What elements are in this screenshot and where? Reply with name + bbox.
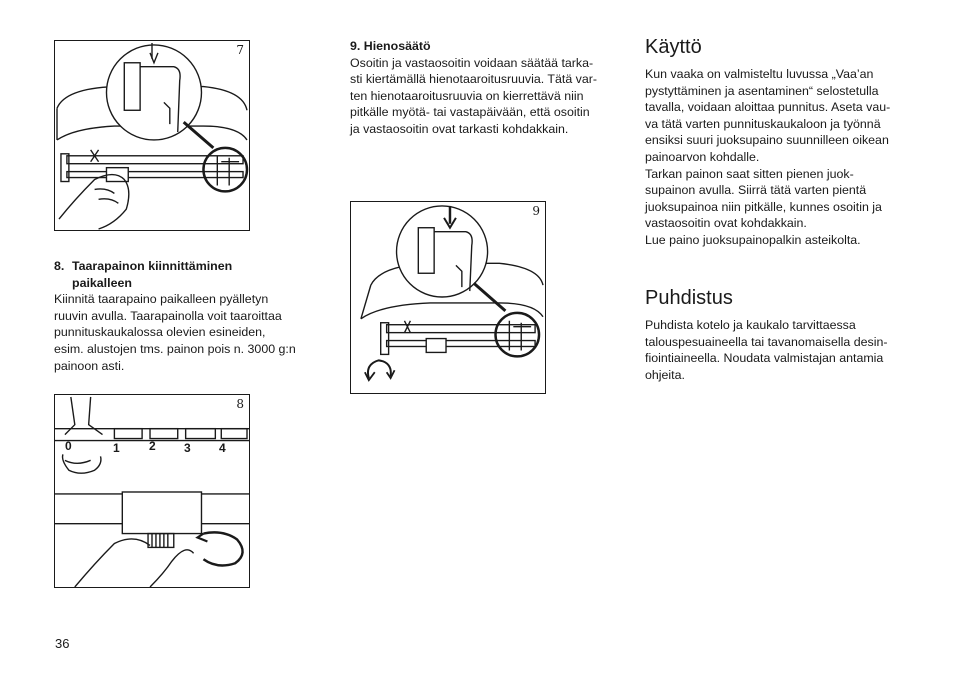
- page-number: 36: [55, 636, 70, 651]
- kaytto-body-line: tavalla, voidaan aloittaa punnitus. Aseta vau-: [645, 100, 891, 115]
- section-8-heading: [54, 258, 334, 291]
- scale-label-3: 3: [184, 441, 191, 455]
- section-9-body-line: ja vastaosoitin ovat tarkasti kohdakkain.: [350, 121, 569, 136]
- scale-label-0: 0: [65, 439, 72, 453]
- kaytto-body-line: vastaosoitin ovat kohdakkain.: [645, 216, 807, 231]
- section-8-title-line: paikalleen: [72, 275, 132, 290]
- section-8-body-line: painoon asti.: [54, 358, 125, 373]
- figure-7-illustration: [55, 41, 249, 230]
- section-9-body-line: pitkälle myötä- tai vastapäivään, että osoitin: [350, 105, 590, 120]
- kaytto-body-line: Lue paino juoksupainopalkin asteikolta.: [645, 232, 861, 247]
- scale-label-1: 1: [113, 441, 120, 455]
- figure-9-illustration: [351, 202, 545, 393]
- kaytto-body: [645, 66, 945, 249]
- figure-8: [54, 394, 250, 588]
- puhdistus-heading: Puhdistus: [645, 287, 733, 309]
- kaytto-body-line: Kun vaaka on valmisteltu luvussa „Vaa’an: [645, 67, 874, 81]
- figure-8-illustration: [55, 395, 249, 587]
- section-8-body-line: punnituskaukalossa olevien esineiden,: [54, 325, 266, 340]
- section-9: [350, 38, 630, 138]
- scale-label-4: 4: [219, 441, 226, 455]
- kaytto-body-line: ensiksi suuri juoksupaino suunnilleen oikean: [645, 133, 889, 148]
- kaytto-body-line: Tarkan painon saat sitten pienen juok-: [645, 166, 854, 181]
- figure-8-number: 8: [236, 397, 244, 411]
- puhdistus-body-line: ohjeita.: [645, 367, 685, 382]
- figure-9-number: 9: [532, 204, 540, 218]
- puhdistus-body-line: talouspesuaineella tai tavanomaisella desin-: [645, 334, 888, 349]
- kaytto-body-line: pystyttäminen ja asentaminen“ selostetulla: [645, 83, 879, 98]
- figure-9: [350, 201, 546, 394]
- section-8-body-line: ruuvin avulla. Taarapainolla voit taaroittaa: [54, 308, 282, 323]
- section-9-title: 9. Hienosäätö: [350, 39, 431, 53]
- kaytto-heading: Käyttö: [645, 36, 702, 58]
- section-8-title-line: Taarapainon kiinnittäminen: [72, 259, 233, 273]
- section-8-body-line: esim. alustojen tms. painon pois n. 3000 g:n: [54, 341, 296, 356]
- section-8: [54, 258, 334, 374]
- figure-7: [54, 40, 250, 231]
- section-9-body-line: Osoitin ja vastaosoitin voidaan säätää tarka-: [350, 55, 594, 70]
- scale-label-2: 2: [149, 439, 156, 453]
- kaytto-body-line: va tätä varten punnituskaukaloon ja työnnä: [645, 116, 881, 131]
- puhdistus-body-line: fiointiaineella. Noudata valmistajan antamia: [645, 351, 884, 366]
- section-9-body-line: sti kiertämällä hienotaaroitusruuvia. Tätä var-: [350, 72, 598, 87]
- kaytto-body-line: supainon avulla. Siirrä tätä varten pientä: [645, 183, 867, 198]
- kaytto-body-line: juoksupainoa niin pitkälle, kunnes osoitin ja: [645, 199, 882, 214]
- section-8-body-line: Kiinnitä taarapaino paikalleen pyälletyn: [54, 292, 269, 307]
- puhdistus-body: [645, 317, 945, 383]
- kaytto-body-line: painoarvon kohdalle.: [645, 149, 760, 164]
- section-8-number: 8.: [54, 259, 65, 273]
- figure-7-number: 7: [236, 43, 244, 57]
- puhdistus-body-line: Puhdista kotelo ja kaukalo tarvittaessa: [645, 318, 856, 332]
- section-9-body-line: ten hienotaaroitusruuvia on kierrettävä niin: [350, 88, 584, 103]
